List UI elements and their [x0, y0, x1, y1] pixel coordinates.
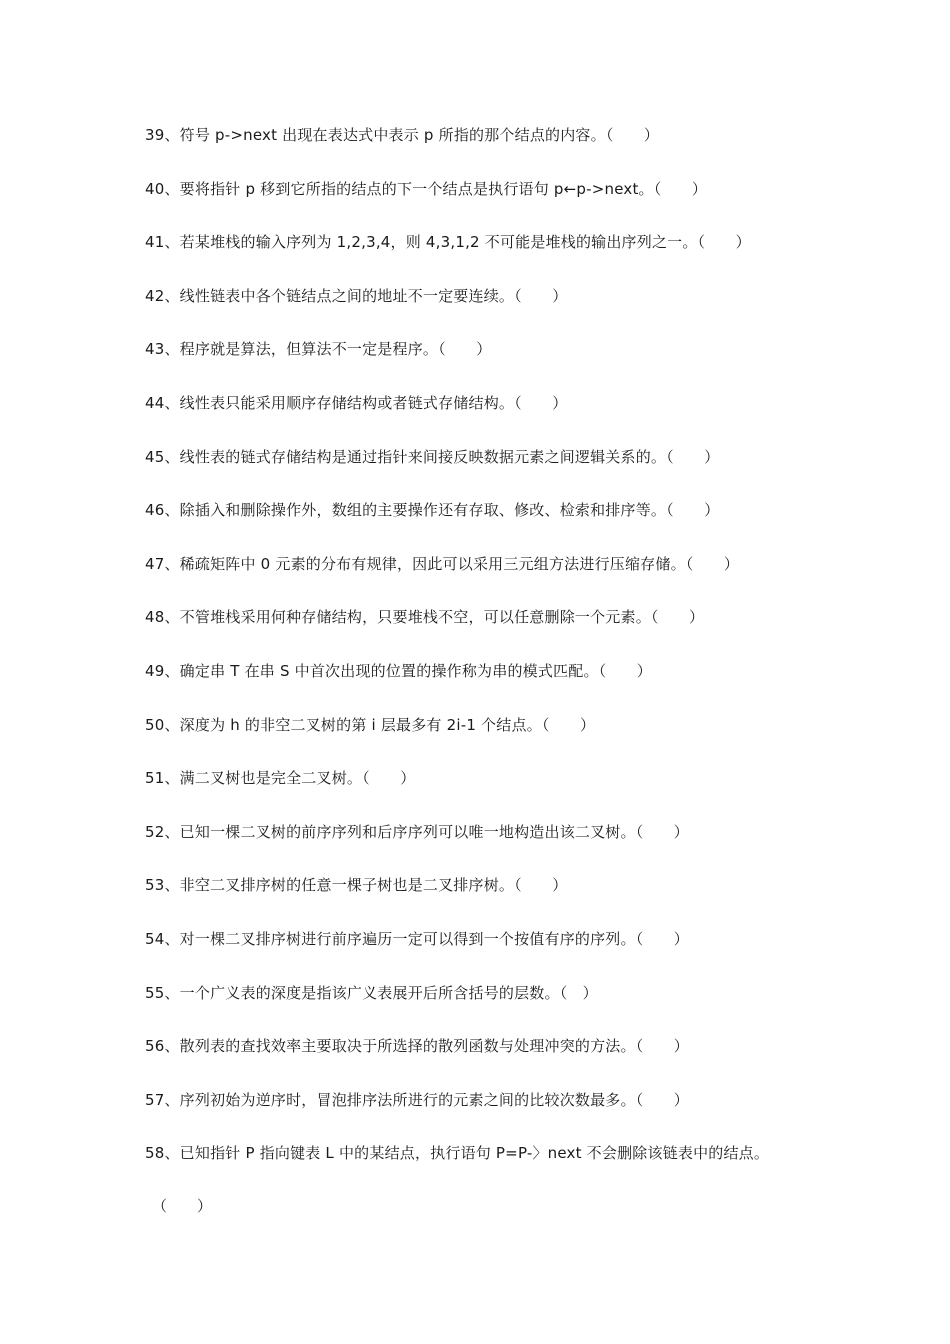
- question-52: 52、已知一棵二叉树的前序序列和后序序列可以唯一地构造出该二叉树。（ ）: [145, 822, 689, 841]
- question-43: 43、程序就是算法，但算法不一定是程序。（ ）: [145, 340, 492, 359]
- question-list: [145, 123, 845, 1195]
- question-41: 41、若某堆栈的输入序列为 1,2,3,4，则 4,3,1,2 不可能是堆栈的输出序列之一。（ ）: [145, 233, 751, 252]
- question-39: 39、符号 p->next 出现在表达式中表示 p 所指的那个结点的内容。（ ）: [145, 126, 660, 144]
- question-51: 51、满二叉树也是完全二叉树。（ ）: [145, 769, 416, 788]
- question-40: 40、要将指针 p 移到它所指的结点的下一个结点是执行语句 p←p->next。（ ）: [145, 179, 708, 198]
- question-48: 48、不管堆栈采用何种存储结构，只要堆栈不空，可以任意删除一个元素。（ ）: [145, 608, 705, 627]
- question-50: 50、深度为 h 的非空二叉树的第 i 层最多有 2i-1 个结点。（ ）: [145, 715, 596, 734]
- question-49: 49、确定串 T 在串 S 中首次出现的位置的操作称为串的模式匹配。（ ）: [145, 661, 652, 680]
- question-57: 57、序列初始为逆序时，冒泡排序法所进行的元素之间的比较次数最多。（ ）: [145, 1090, 689, 1109]
- question-55: 55、一个广义表的深度是指该广义表展开后所含括号的层数。（ ）: [145, 983, 598, 1002]
- question-42: 42、线性链表中各个链结点之间的地址不一定要连续。（ ）: [145, 286, 568, 305]
- question-53: 53、非空二叉排序树的任意一棵子树也是二叉排序树。（ ）: [145, 876, 568, 895]
- question-58-answer-brackets: （ ）: [152, 1197, 213, 1215]
- question-58: 58、已知指针 P 指向键表 L 中的某结点，执行语句 P=P-〉next 不会删除该链表中的结点。: [145, 1144, 770, 1163]
- question-45: 45、线性表的链式存储结构是通过指针来间接反映数据元素之间逻辑关系的。（ ）: [145, 447, 720, 466]
- question-44: 44、线性表只能采用顺序存储结构或者链式存储结构。（ ）: [145, 393, 568, 412]
- question-46: 46、除插入和删除操作外，数组的主要操作还有存取、修改、检索和排序等。（ ）: [145, 501, 720, 520]
- question-54: 54、对一棵二叉排序树进行前序遍历一定可以得到一个按值有序的序列。（ ）: [145, 929, 689, 948]
- question-56: 56、散列表的查找效率主要取决于所选择的散列函数与处理冲突的方法。（ ）: [145, 1037, 689, 1056]
- question-47: 47、稀疏矩阵中 0 元素的分布有规律，因此可以采用三元组方法进行压缩存储。（ ）: [145, 554, 740, 573]
